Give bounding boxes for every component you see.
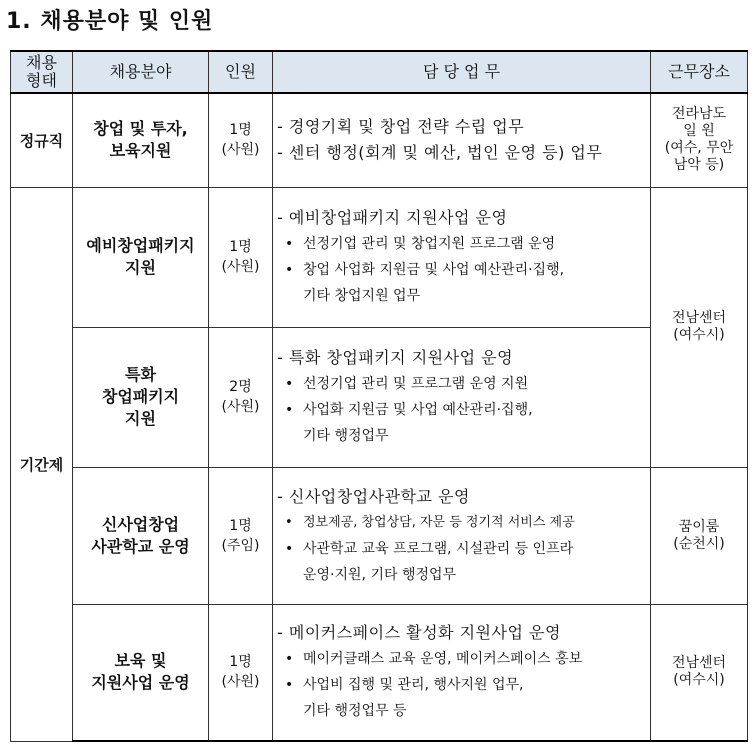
field-cell: 예비창업패키지 지원 <box>73 187 209 327</box>
duty-list <box>277 510 648 588</box>
list-item: • 사업화 지원금 및 사업 예산관리·집행, 기타 행정업무 <box>285 402 533 444</box>
list-item: • 메이커클래스 교육 운영, 메이커스페이스 홍보 <box>285 651 583 668</box>
list-item: • 사관학교 교육 프로그램, 시설관리 등 인프라 운영·지원, 기타 행정업무 <box>285 540 574 583</box>
duties-cell: - 메이커스페이스 활성화 지원사업 운영 • 메이커클래스 교육 운영, 메이커스페이스 홍보 • 사업비 집행 및 관리, 행사지원 업무, 기타 행정업무 등 <box>273 604 651 741</box>
employment-type-cell: 정규직 <box>11 93 73 187</box>
table-row <box>11 604 748 741</box>
table-row <box>11 93 748 187</box>
field-cell: 신사업창업 사관학교 운영 <box>73 467 209 604</box>
header-count: 인원 <box>209 51 273 93</box>
count-cell: 1명 (사원) <box>209 604 273 741</box>
location-cell: 전남센터 (여수시) <box>651 604 748 741</box>
field-cell: 창업 및 투자, 보육지원 <box>73 93 209 187</box>
header-duties: 담 당 업 무 <box>273 51 651 93</box>
field-cell: 보육 및 지원사업 운영 <box>73 604 209 741</box>
recruitment-table <box>10 50 748 742</box>
list-item: • 선정기업 관리 및 프로그램 운영 지원 <box>285 376 529 392</box>
list-item: • 선정기업 관리 및 창업지원 프로그램 운영 <box>285 236 556 252</box>
table-row <box>11 187 748 327</box>
count-cell: 1명 (사원) <box>209 187 273 327</box>
list-item: • 사업비 집행 및 관리, 행사지원 업무, 기타 행정업무 등 <box>285 677 524 720</box>
field-cell: 특화 창업패키지 지원 <box>73 327 209 467</box>
list-item: • 창업 사업화 지원금 및 사업 예산관리·집행, 기타 창업지원 업무 <box>285 262 565 304</box>
list-item: • 정보제공, 창업상담, 자문 등 정기적 서비스 제공 <box>285 514 575 530</box>
location-cell: 전남센터 (여수시) <box>651 187 748 467</box>
count-cell: 1명 (주임) <box>209 467 273 604</box>
location-cell: 전라남도 일 원 (여수, 무안 남악 등) <box>651 93 748 187</box>
duties-cell: - 예비창업패키지 지원사업 운영 • 선정기업 관리 및 창업지원 프로그램 운영 • 창업 사업화 지원금 및 사업 예산관리·집행, 기타 창업지원 업무 <box>273 187 651 327</box>
duties-cell: - 경영기획 및 창업 전략 수립 업무 - 센터 행정(회계 및 예산, 법인 운영 등) 업무 <box>273 93 651 187</box>
header-field: 채용분야 <box>73 51 209 93</box>
table-row <box>11 327 748 467</box>
duty-list <box>277 231 648 309</box>
table-header-row <box>11 51 748 93</box>
header-location: 근무장소 <box>651 51 748 93</box>
section-title: 1. 채용분야 및 인원 <box>6 9 214 34</box>
employment-type-cell: 기간제 <box>11 187 73 741</box>
location-cell: 꿈이룸 (순천시) <box>651 467 748 604</box>
duty-list <box>277 646 648 724</box>
count-cell: 1명 (사원) <box>209 93 273 187</box>
count-cell: 2명 (사원) <box>209 327 273 467</box>
duties-cell: - 신사업창업사관학교 운영 • 정보제공, 창업상담, 자문 등 정기적 서비스 제공 • 사관학교 교육 프로그램, 시설관리 등 인프라 운영·지원, 기타 행정업무 <box>273 467 651 604</box>
duties-cell: - 특화 창업패키지 지원사업 운영 • 선정기업 관리 및 프로그램 운영 지원 • 사업화 지원금 및 사업 예산관리·집행, 기타 행정업무 <box>273 327 651 467</box>
table-row <box>11 467 748 604</box>
header-employment-type: 채용 형태 <box>11 51 73 93</box>
duty-list <box>277 371 648 449</box>
